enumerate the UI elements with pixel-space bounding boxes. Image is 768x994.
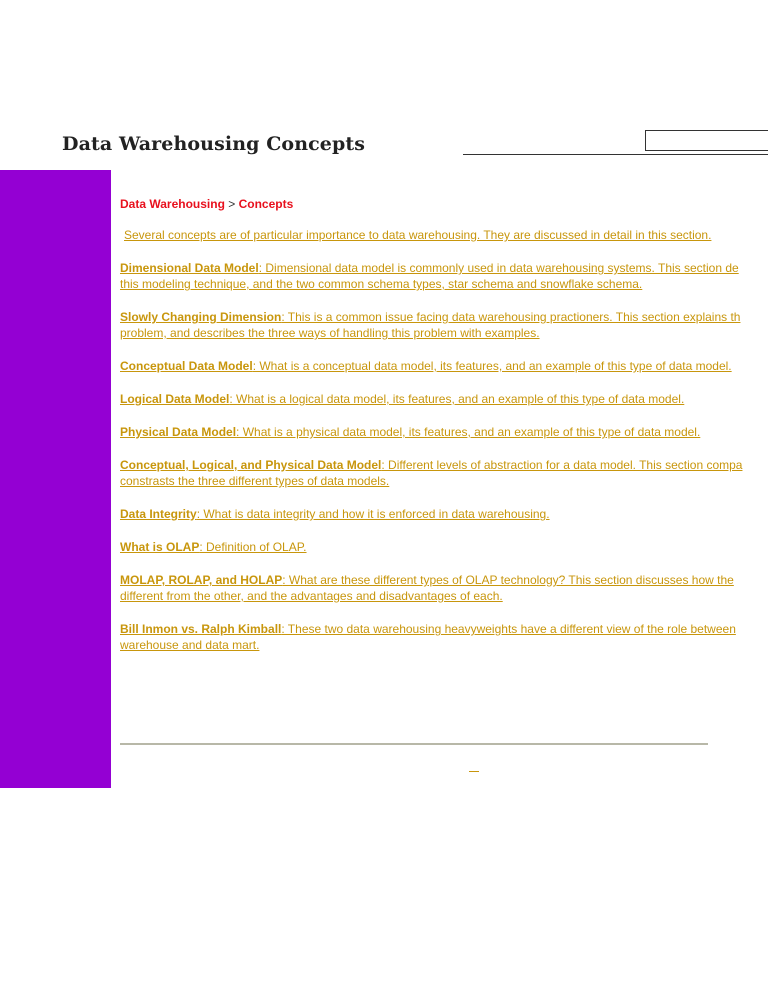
concept-description: : What is a physical data model, its features, and an example of this type of data model. [236,425,701,439]
concept-entry-what-is-olap[interactable] [120,539,768,555]
concept-entry-inmon-vs-kimball[interactable] [120,621,768,653]
concept-link[interactable]: Dimensional Data Model [120,261,259,275]
concept-description-cont: this modeling technique, and the two common schema types, star schema and snowflake schema. [120,277,643,291]
concept-link[interactable]: Logical Data Model [120,392,230,406]
concept-description: : What is a logical data model, its features, and an example of this type of data model. [229,392,685,406]
concept-description: : What is a conceptual data model, its features, and an example of this type of data model. [252,359,732,373]
main-content [120,196,768,653]
concept-link[interactable]: Conceptual, Logical, and Physical Data Model [120,458,382,472]
concept-description: : This is a common issue facing data warehousing practioners. This section explains th [281,310,741,324]
concept-entry-physical-data-model[interactable] [120,424,768,440]
concept-entry-slowly-changing-dimension[interactable] [120,309,768,341]
concept-link[interactable]: Slowly Changing Dimension [120,310,282,324]
concept-link[interactable]: Conceptual Data Model [120,359,253,373]
concept-link[interactable]: Data Integrity [120,507,197,521]
breadcrumb [120,196,768,212]
concept-entry-logical-data-model[interactable] [120,391,768,407]
concept-description-cont: constrasts the three different types of data models. [120,474,390,488]
concept-description-cont: warehouse and data mart. [120,638,260,652]
breadcrumb-current: Concepts [238,197,294,211]
concept-entry-molap-rolap-holap[interactable] [120,572,768,604]
concept-entry-data-integrity[interactable] [120,506,768,522]
concept-description: : Definition of OLAP. [199,540,307,554]
breadcrumb-separator: > [228,197,236,211]
concept-entry-conceptual-logical-physical[interactable] [120,457,768,489]
concept-description-cont: different from the other, and the advantages and disadvantages of each. [120,589,503,603]
header-divider [463,154,768,155]
intro-text[interactable]: Several concepts are of particular importance to data warehousing. They are discussed in detail in this section. [124,228,712,242]
concept-description: : Dimensional data model is commonly used in data warehousing systems. This section de [258,261,739,275]
footer-link[interactable] [469,771,479,772]
concept-description: : These two data warehousing heavyweights have a different view of the role between [281,622,736,636]
concept-description: : What is data integrity and how it is enforced in data warehousing. [196,507,550,521]
concept-link[interactable]: MOLAP, ROLAP, and HOLAP [120,573,283,587]
search-input[interactable] [645,130,768,151]
breadcrumb-parent-link[interactable]: Data Warehousing [120,197,225,211]
concept-description: : What are these different types of OLAP technology? This section discusses how the [282,573,734,587]
concept-entry-dimensional-data-model[interactable] [120,260,768,292]
sidebar [0,170,111,788]
footer-divider [120,743,708,745]
concept-description: : Different levels of abstraction for a data model. This section compa [381,458,743,472]
concept-link[interactable]: What is OLAP [120,540,200,554]
concept-link[interactable]: Physical Data Model [120,425,237,439]
concept-entry-conceptual-data-model[interactable] [120,358,768,374]
page-title: Data Warehousing Concepts [62,133,366,155]
concept-description-cont: problem, and describes the three ways of handling this problem with examples. [120,326,540,340]
concept-link[interactable]: Bill Inmon vs. Ralph Kimball [120,622,282,636]
